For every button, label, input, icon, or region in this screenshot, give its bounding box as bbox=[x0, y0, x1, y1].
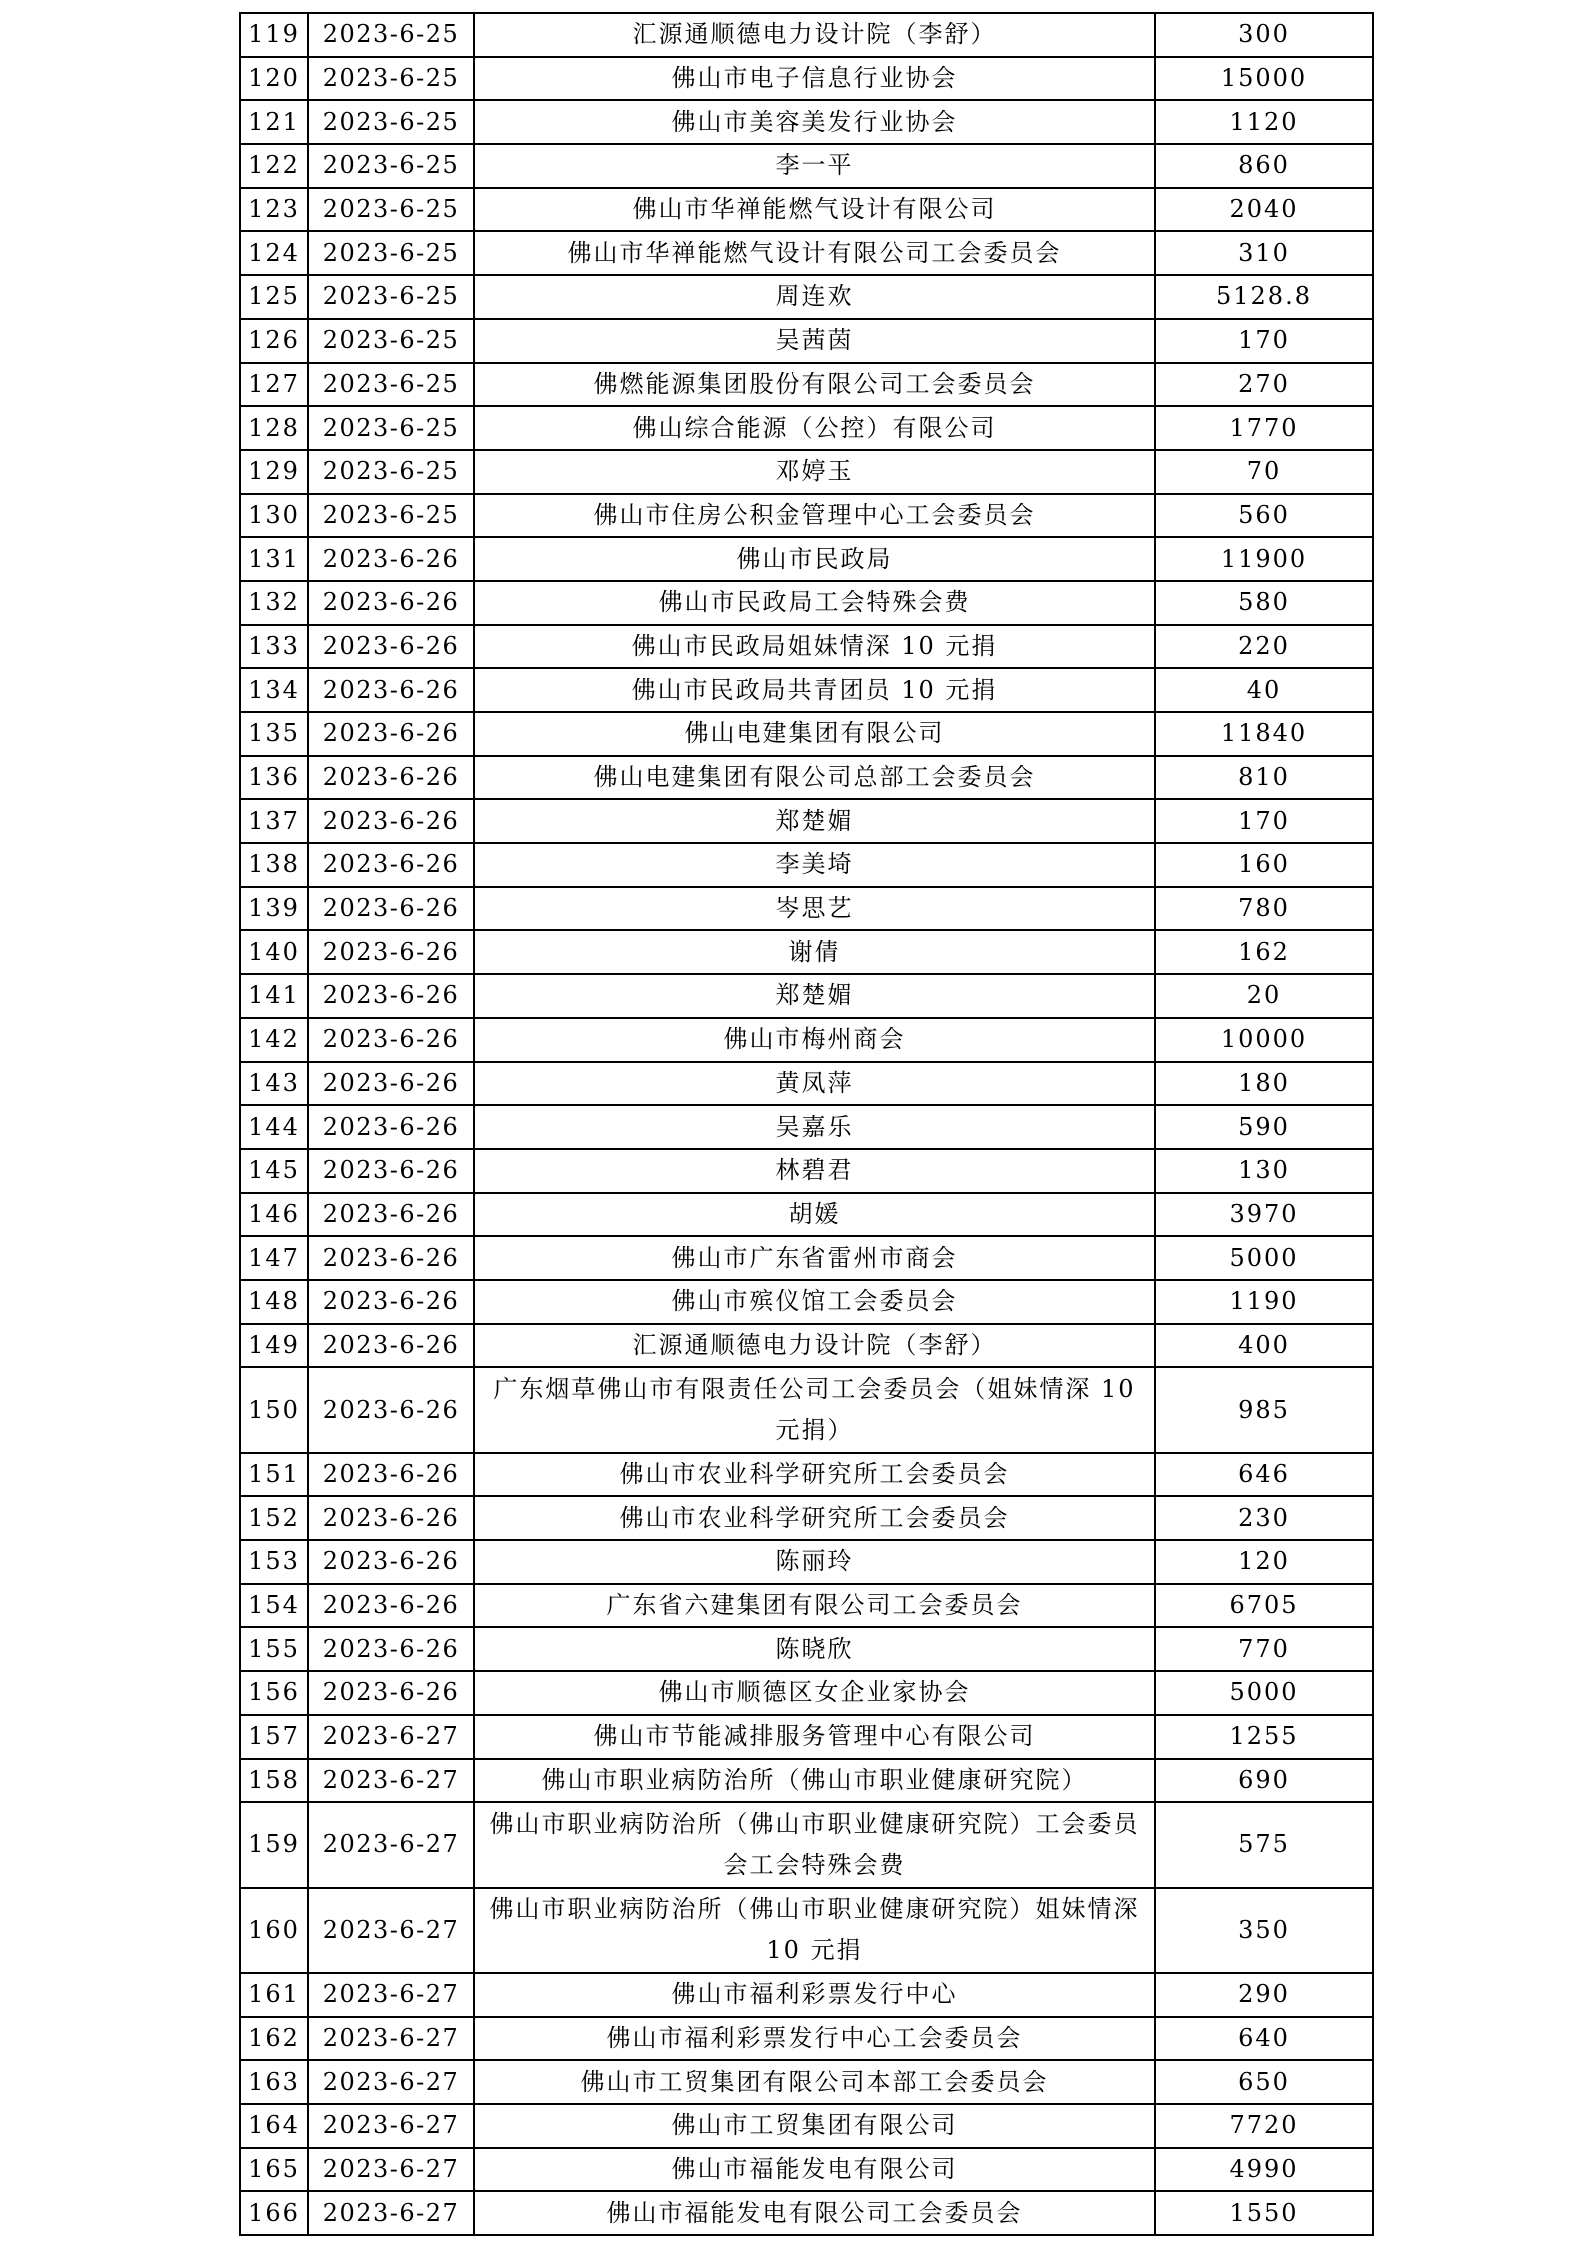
table-row bbox=[240, 625, 1373, 669]
row-number-cell: 143 bbox=[240, 1062, 308, 1106]
row-amount-cell: 6705 bbox=[1155, 1584, 1373, 1628]
row-amount-cell: 40 bbox=[1155, 668, 1373, 712]
table-row bbox=[240, 406, 1373, 450]
row-amount-cell: 650 bbox=[1155, 2060, 1373, 2104]
row-amount-cell: 20 bbox=[1155, 974, 1373, 1018]
row-date-cell: 2023-6-26 bbox=[308, 625, 474, 669]
table-row bbox=[240, 13, 1373, 57]
row-date-cell: 2023-6-27 bbox=[308, 2191, 474, 2235]
table-row bbox=[240, 1236, 1373, 1280]
row-amount-cell: 5000 bbox=[1155, 1236, 1373, 1280]
row-number-cell: 123 bbox=[240, 188, 308, 232]
table-row bbox=[240, 1888, 1373, 1973]
row-donor-cell: 广东省六建集团有限公司工会委员会 bbox=[474, 1584, 1155, 1628]
table-row bbox=[240, 843, 1373, 887]
table-row bbox=[240, 581, 1373, 625]
row-donor-cell: 黄凤萍 bbox=[474, 1062, 1155, 1106]
row-amount-cell: 580 bbox=[1155, 581, 1373, 625]
row-date-cell: 2023-6-25 bbox=[308, 494, 474, 538]
table-row bbox=[240, 1018, 1373, 1062]
row-date-cell: 2023-6-26 bbox=[308, 1236, 474, 1280]
row-date-cell: 2023-6-26 bbox=[308, 1280, 474, 1324]
table-row bbox=[240, 974, 1373, 1018]
row-amount-cell: 770 bbox=[1155, 1627, 1373, 1671]
row-date-cell: 2023-6-25 bbox=[308, 406, 474, 450]
row-donor-cell: 广东烟草佛山市有限责任公司工会委员会（姐妹情深 10 元捐） bbox=[474, 1367, 1155, 1452]
table-row bbox=[240, 1324, 1373, 1368]
table-row bbox=[240, 756, 1373, 800]
row-amount-cell: 4990 bbox=[1155, 2148, 1373, 2192]
table-row bbox=[240, 275, 1373, 319]
row-number-cell: 149 bbox=[240, 1324, 308, 1368]
row-amount-cell: 5128.8 bbox=[1155, 275, 1373, 319]
row-donor-cell: 汇源通顺德电力设计院（李舒） bbox=[474, 13, 1155, 57]
row-amount-cell: 170 bbox=[1155, 319, 1373, 363]
table-row bbox=[240, 712, 1373, 756]
row-donor-cell: 佛山市华禅能燃气设计有限公司 bbox=[474, 188, 1155, 232]
row-date-cell: 2023-6-25 bbox=[308, 231, 474, 275]
row-number-cell: 166 bbox=[240, 2191, 308, 2235]
row-amount-cell: 7720 bbox=[1155, 2104, 1373, 2148]
row-date-cell: 2023-6-25 bbox=[308, 13, 474, 57]
row-donor-cell: 佛山市梅州商会 bbox=[474, 1018, 1155, 1062]
row-donor-cell: 佛山市工贸集团有限公司 bbox=[474, 2104, 1155, 2148]
row-date-cell: 2023-6-26 bbox=[308, 1540, 474, 1584]
row-amount-cell: 1255 bbox=[1155, 1715, 1373, 1759]
row-donor-cell: 吴嘉乐 bbox=[474, 1105, 1155, 1149]
row-number-cell: 150 bbox=[240, 1367, 308, 1452]
row-date-cell: 2023-6-25 bbox=[308, 363, 474, 407]
row-donor-cell: 李美埼 bbox=[474, 843, 1155, 887]
row-donor-cell: 佛山市民政局 bbox=[474, 537, 1155, 581]
row-number-cell: 158 bbox=[240, 1759, 308, 1803]
row-number-cell: 137 bbox=[240, 799, 308, 843]
row-amount-cell: 170 bbox=[1155, 799, 1373, 843]
table-row bbox=[240, 1149, 1373, 1193]
row-date-cell: 2023-6-25 bbox=[308, 319, 474, 363]
row-amount-cell: 300 bbox=[1155, 13, 1373, 57]
row-number-cell: 162 bbox=[240, 2017, 308, 2061]
row-donor-cell: 佛山市广东省雷州市商会 bbox=[474, 1236, 1155, 1280]
row-number-cell: 138 bbox=[240, 843, 308, 887]
row-amount-cell: 5000 bbox=[1155, 1671, 1373, 1715]
table-row bbox=[240, 100, 1373, 144]
row-date-cell: 2023-6-26 bbox=[308, 581, 474, 625]
table-row bbox=[240, 1973, 1373, 2017]
row-date-cell: 2023-6-26 bbox=[308, 1062, 474, 1106]
row-number-cell: 152 bbox=[240, 1496, 308, 1540]
row-number-cell: 155 bbox=[240, 1627, 308, 1671]
row-date-cell: 2023-6-26 bbox=[308, 1193, 474, 1237]
row-number-cell: 146 bbox=[240, 1193, 308, 1237]
row-donor-cell: 佛山市福能发电有限公司工会委员会 bbox=[474, 2191, 1155, 2235]
row-donor-cell: 林碧君 bbox=[474, 1149, 1155, 1193]
row-date-cell: 2023-6-26 bbox=[308, 1018, 474, 1062]
row-donor-cell: 佛山市美容美发行业协会 bbox=[474, 100, 1155, 144]
row-number-cell: 154 bbox=[240, 1584, 308, 1628]
table-row bbox=[240, 2017, 1373, 2061]
row-number-cell: 145 bbox=[240, 1149, 308, 1193]
row-amount-cell: 1120 bbox=[1155, 100, 1373, 144]
row-number-cell: 132 bbox=[240, 581, 308, 625]
row-number-cell: 163 bbox=[240, 2060, 308, 2104]
table-row bbox=[240, 887, 1373, 931]
donation-table-body bbox=[240, 13, 1373, 2235]
row-donor-cell: 佛山市工贸集团有限公司本部工会委员会 bbox=[474, 2060, 1155, 2104]
row-number-cell: 129 bbox=[240, 450, 308, 494]
row-amount-cell: 290 bbox=[1155, 1973, 1373, 2017]
row-donor-cell: 佛山电建集团有限公司 bbox=[474, 712, 1155, 756]
row-amount-cell: 3970 bbox=[1155, 1193, 1373, 1237]
row-date-cell: 2023-6-26 bbox=[308, 1496, 474, 1540]
row-number-cell: 120 bbox=[240, 57, 308, 101]
row-donor-cell: 佛山市民政局共青团员 10 元捐 bbox=[474, 668, 1155, 712]
row-amount-cell: 15000 bbox=[1155, 57, 1373, 101]
row-amount-cell: 640 bbox=[1155, 2017, 1373, 2061]
row-date-cell: 2023-6-26 bbox=[308, 930, 474, 974]
row-amount-cell: 780 bbox=[1155, 887, 1373, 931]
row-donor-cell: 陈晓欣 bbox=[474, 1627, 1155, 1671]
row-date-cell: 2023-6-25 bbox=[308, 144, 474, 188]
row-amount-cell: 220 bbox=[1155, 625, 1373, 669]
row-donor-cell: 李一平 bbox=[474, 144, 1155, 188]
row-date-cell: 2023-6-27 bbox=[308, 1759, 474, 1803]
row-number-cell: 157 bbox=[240, 1715, 308, 1759]
row-date-cell: 2023-6-26 bbox=[308, 1149, 474, 1193]
row-date-cell: 2023-6-26 bbox=[308, 1453, 474, 1497]
row-donor-cell: 佛山市农业科学研究所工会委员会 bbox=[474, 1496, 1155, 1540]
row-date-cell: 2023-6-25 bbox=[308, 57, 474, 101]
row-amount-cell: 162 bbox=[1155, 930, 1373, 974]
row-amount-cell: 11900 bbox=[1155, 537, 1373, 581]
row-number-cell: 133 bbox=[240, 625, 308, 669]
row-amount-cell: 230 bbox=[1155, 1496, 1373, 1540]
table-row bbox=[240, 188, 1373, 232]
row-donor-cell: 佛山市电子信息行业协会 bbox=[474, 57, 1155, 101]
row-donor-cell: 佛山市福利彩票发行中心工会委员会 bbox=[474, 2017, 1155, 2061]
row-donor-cell: 陈丽玲 bbox=[474, 1540, 1155, 1584]
row-amount-cell: 350 bbox=[1155, 1888, 1373, 1973]
row-amount-cell: 590 bbox=[1155, 1105, 1373, 1149]
row-number-cell: 147 bbox=[240, 1236, 308, 1280]
row-number-cell: 151 bbox=[240, 1453, 308, 1497]
row-donor-cell: 佛山市民政局工会特殊会费 bbox=[474, 581, 1155, 625]
row-number-cell: 165 bbox=[240, 2148, 308, 2192]
row-date-cell: 2023-6-26 bbox=[308, 668, 474, 712]
row-amount-cell: 120 bbox=[1155, 1540, 1373, 1584]
row-number-cell: 136 bbox=[240, 756, 308, 800]
row-date-cell: 2023-6-27 bbox=[308, 1973, 474, 2017]
row-amount-cell: 130 bbox=[1155, 1149, 1373, 1193]
row-amount-cell: 10000 bbox=[1155, 1018, 1373, 1062]
row-number-cell: 156 bbox=[240, 1671, 308, 1715]
row-number-cell: 127 bbox=[240, 363, 308, 407]
table-row bbox=[240, 1584, 1373, 1628]
row-date-cell: 2023-6-26 bbox=[308, 1584, 474, 1628]
row-date-cell: 2023-6-26 bbox=[308, 1367, 474, 1452]
row-date-cell: 2023-6-26 bbox=[308, 887, 474, 931]
row-donor-cell: 佛山市节能减排服务管理中心有限公司 bbox=[474, 1715, 1155, 1759]
row-date-cell: 2023-6-26 bbox=[308, 1627, 474, 1671]
row-amount-cell: 400 bbox=[1155, 1324, 1373, 1368]
table-row bbox=[240, 57, 1373, 101]
row-amount-cell: 575 bbox=[1155, 1802, 1373, 1887]
table-row bbox=[240, 1193, 1373, 1237]
row-donor-cell: 佛山市民政局姐妹情深 10 元捐 bbox=[474, 625, 1155, 669]
row-donor-cell: 汇源通顺德电力设计院（李舒） bbox=[474, 1324, 1155, 1368]
row-donor-cell: 佛山市福能发电有限公司 bbox=[474, 2148, 1155, 2192]
row-donor-cell: 郑楚媚 bbox=[474, 974, 1155, 1018]
row-donor-cell: 佛山市职业病防治所（佛山市职业健康研究院）工会委员会工会特殊会费 bbox=[474, 1802, 1155, 1887]
row-donor-cell: 岑思艺 bbox=[474, 887, 1155, 931]
table-row bbox=[240, 1280, 1373, 1324]
row-date-cell: 2023-6-27 bbox=[308, 2060, 474, 2104]
row-amount-cell: 810 bbox=[1155, 756, 1373, 800]
table-row bbox=[240, 494, 1373, 538]
table-row bbox=[240, 319, 1373, 363]
row-date-cell: 2023-6-27 bbox=[308, 2148, 474, 2192]
row-number-cell: 141 bbox=[240, 974, 308, 1018]
row-date-cell: 2023-6-26 bbox=[308, 1671, 474, 1715]
row-date-cell: 2023-6-26 bbox=[308, 712, 474, 756]
row-number-cell: 125 bbox=[240, 275, 308, 319]
table-row bbox=[240, 1802, 1373, 1887]
row-number-cell: 142 bbox=[240, 1018, 308, 1062]
row-amount-cell: 690 bbox=[1155, 1759, 1373, 1803]
table-row bbox=[240, 1540, 1373, 1584]
row-number-cell: 122 bbox=[240, 144, 308, 188]
table-row bbox=[240, 1062, 1373, 1106]
table-row bbox=[240, 1105, 1373, 1149]
row-donor-cell: 佛山市职业病防治所（佛山市职业健康研究院）姐妹情深 10 元捐 bbox=[474, 1888, 1155, 1973]
row-amount-cell: 180 bbox=[1155, 1062, 1373, 1106]
row-number-cell: 148 bbox=[240, 1280, 308, 1324]
row-date-cell: 2023-6-27 bbox=[308, 1888, 474, 1973]
row-donor-cell: 佛山市住房公积金管理中心工会委员会 bbox=[474, 494, 1155, 538]
row-amount-cell: 985 bbox=[1155, 1367, 1373, 1452]
row-amount-cell: 1550 bbox=[1155, 2191, 1373, 2235]
row-number-cell: 160 bbox=[240, 1888, 308, 1973]
table-row bbox=[240, 2060, 1373, 2104]
table-row bbox=[240, 668, 1373, 712]
row-date-cell: 2023-6-26 bbox=[308, 1105, 474, 1149]
row-number-cell: 139 bbox=[240, 887, 308, 931]
row-amount-cell: 11840 bbox=[1155, 712, 1373, 756]
row-date-cell: 2023-6-25 bbox=[308, 275, 474, 319]
row-donor-cell: 吴茜茵 bbox=[474, 319, 1155, 363]
row-date-cell: 2023-6-25 bbox=[308, 100, 474, 144]
row-date-cell: 2023-6-27 bbox=[308, 2017, 474, 2061]
donation-table bbox=[239, 12, 1374, 2236]
row-number-cell: 130 bbox=[240, 494, 308, 538]
table-row bbox=[240, 231, 1373, 275]
table-row bbox=[240, 1496, 1373, 1540]
row-number-cell: 161 bbox=[240, 1973, 308, 2017]
table-row bbox=[240, 1759, 1373, 1803]
row-number-cell: 135 bbox=[240, 712, 308, 756]
row-number-cell: 153 bbox=[240, 1540, 308, 1584]
row-donor-cell: 佛山市福利彩票发行中心 bbox=[474, 1973, 1155, 2017]
row-number-cell: 119 bbox=[240, 13, 308, 57]
table-row bbox=[240, 1671, 1373, 1715]
table-row bbox=[240, 144, 1373, 188]
row-donor-cell: 佛山电建集团有限公司总部工会委员会 bbox=[474, 756, 1155, 800]
row-amount-cell: 310 bbox=[1155, 231, 1373, 275]
row-amount-cell: 646 bbox=[1155, 1453, 1373, 1497]
row-number-cell: 140 bbox=[240, 930, 308, 974]
table-row bbox=[240, 1627, 1373, 1671]
row-donor-cell: 郑楚媚 bbox=[474, 799, 1155, 843]
row-amount-cell: 270 bbox=[1155, 363, 1373, 407]
row-number-cell: 159 bbox=[240, 1802, 308, 1887]
row-date-cell: 2023-6-26 bbox=[308, 537, 474, 581]
row-number-cell: 124 bbox=[240, 231, 308, 275]
row-number-cell: 126 bbox=[240, 319, 308, 363]
table-row bbox=[240, 1453, 1373, 1497]
row-date-cell: 2023-6-26 bbox=[308, 974, 474, 1018]
row-date-cell: 2023-6-25 bbox=[308, 450, 474, 494]
row-date-cell: 2023-6-26 bbox=[308, 799, 474, 843]
row-donor-cell: 胡媛 bbox=[474, 1193, 1155, 1237]
row-amount-cell: 70 bbox=[1155, 450, 1373, 494]
row-number-cell: 121 bbox=[240, 100, 308, 144]
row-donor-cell: 佛山市职业病防治所（佛山市职业健康研究院） bbox=[474, 1759, 1155, 1803]
row-amount-cell: 1770 bbox=[1155, 406, 1373, 450]
row-date-cell: 2023-6-26 bbox=[308, 1324, 474, 1368]
row-amount-cell: 2040 bbox=[1155, 188, 1373, 232]
table-row bbox=[240, 450, 1373, 494]
row-donor-cell: 周连欢 bbox=[474, 275, 1155, 319]
row-donor-cell: 佛山市农业科学研究所工会委员会 bbox=[474, 1453, 1155, 1497]
row-donor-cell: 佛山综合能源（公控）有限公司 bbox=[474, 406, 1155, 450]
row-donor-cell: 佛山市华禅能燃气设计有限公司工会委员会 bbox=[474, 231, 1155, 275]
row-donor-cell: 佛燃能源集团股份有限公司工会委员会 bbox=[474, 363, 1155, 407]
row-number-cell: 131 bbox=[240, 537, 308, 581]
table-row bbox=[240, 1715, 1373, 1759]
row-number-cell: 128 bbox=[240, 406, 308, 450]
table-row bbox=[240, 1367, 1373, 1452]
table-row bbox=[240, 2148, 1373, 2192]
table-row bbox=[240, 930, 1373, 974]
table-row bbox=[240, 363, 1373, 407]
row-date-cell: 2023-6-27 bbox=[308, 1715, 474, 1759]
row-amount-cell: 560 bbox=[1155, 494, 1373, 538]
row-amount-cell: 860 bbox=[1155, 144, 1373, 188]
row-date-cell: 2023-6-26 bbox=[308, 756, 474, 800]
row-number-cell: 144 bbox=[240, 1105, 308, 1149]
row-amount-cell: 160 bbox=[1155, 843, 1373, 887]
row-donor-cell: 谢倩 bbox=[474, 930, 1155, 974]
row-amount-cell: 1190 bbox=[1155, 1280, 1373, 1324]
row-donor-cell: 佛山市殡仪馆工会委员会 bbox=[474, 1280, 1155, 1324]
row-date-cell: 2023-6-27 bbox=[308, 2104, 474, 2148]
table-row bbox=[240, 2104, 1373, 2148]
row-number-cell: 134 bbox=[240, 668, 308, 712]
row-date-cell: 2023-6-27 bbox=[308, 1802, 474, 1887]
row-number-cell: 164 bbox=[240, 2104, 308, 2148]
table-row bbox=[240, 799, 1373, 843]
row-donor-cell: 佛山市顺德区女企业家协会 bbox=[474, 1671, 1155, 1715]
row-date-cell: 2023-6-25 bbox=[308, 188, 474, 232]
table-row bbox=[240, 2191, 1373, 2235]
row-donor-cell: 邓婷玉 bbox=[474, 450, 1155, 494]
row-date-cell: 2023-6-26 bbox=[308, 843, 474, 887]
table-row bbox=[240, 537, 1373, 581]
